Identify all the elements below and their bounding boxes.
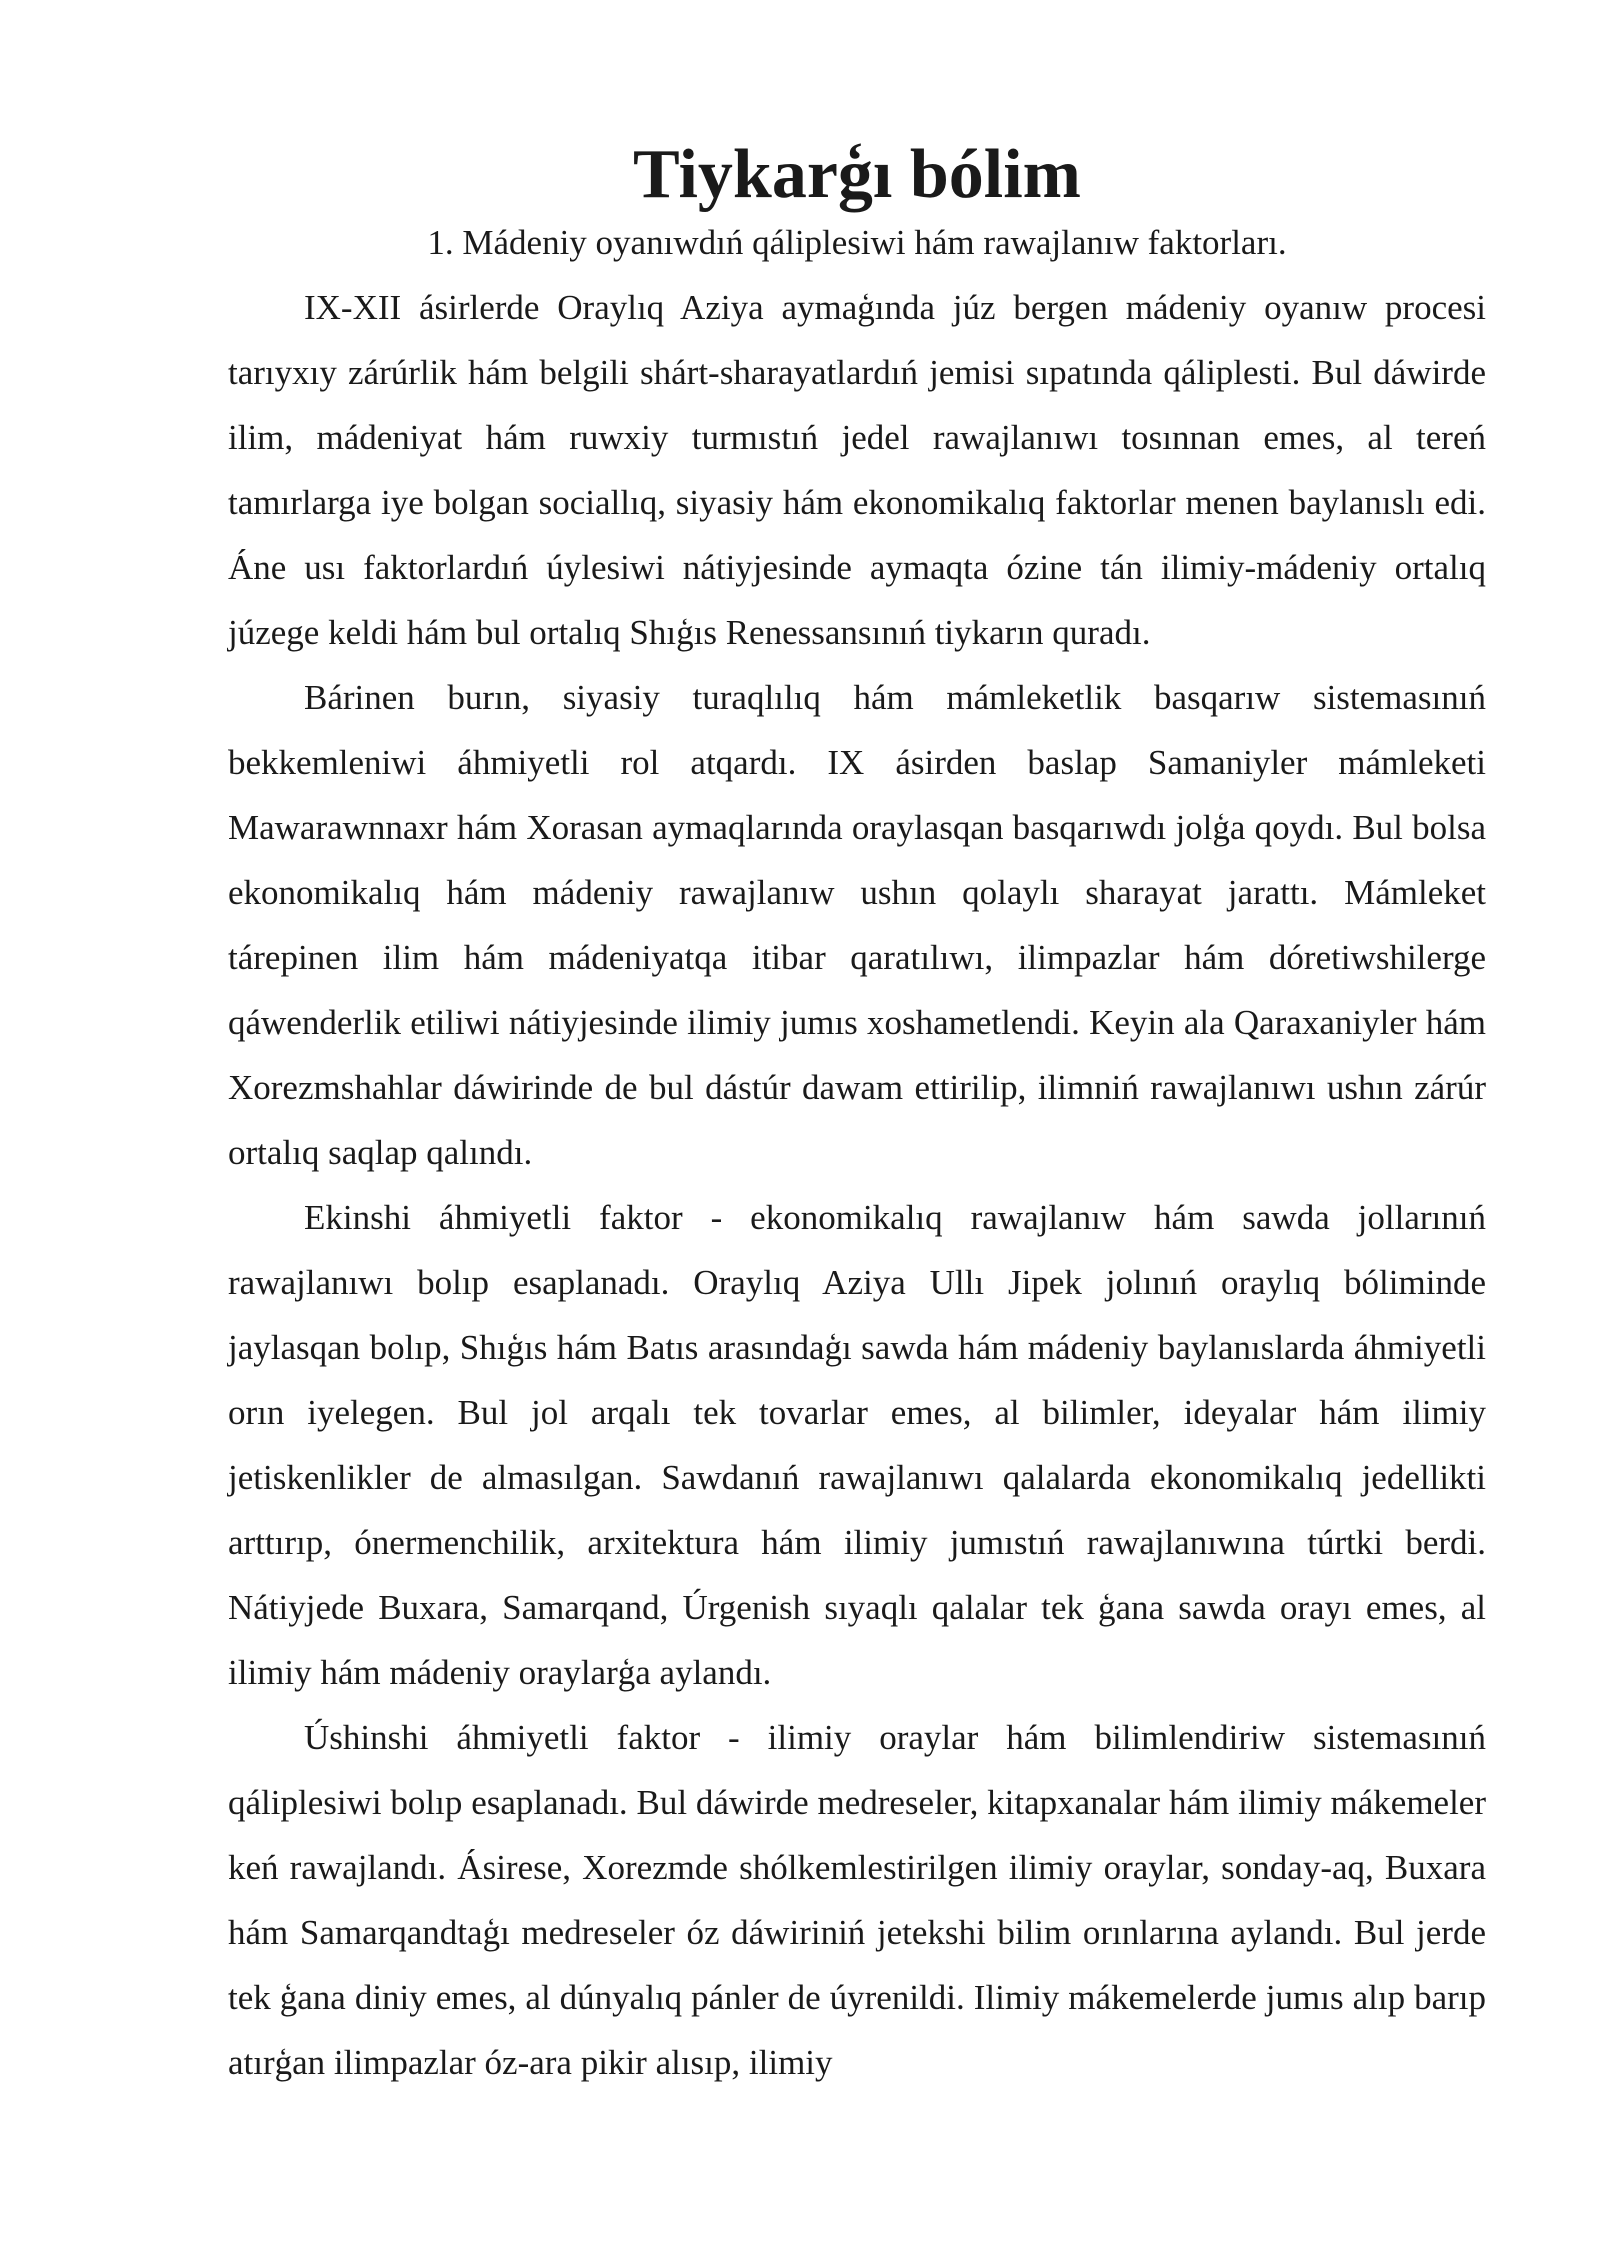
paragraph-2: Bárinen burın, siyasiy turaqlılıq hám mámleketlik basqarıw sistemasınıń bekkemleniwi áhmiyetli rol atqardı. IX ásirden baslap Samaniyler mámleketi Mawarawnnaxr hám Xorasan aymaqlarında oraylasqan basqarıwdı jolģa qoydı. Bul bolsa ekonomikalıq hám mádeniy rawajlanıw ushın qolaylı sharayat jarattı. Mámleket tárepinen ilim hám mádeniyatqa itibar qaratılıwı, ilimpazlar hám dóretiwshilerge qáwenderlik etiliwi nátiyjesinde ilimiy jumıs xoshametlendi. Keyin ala Qaraxaniyler hám Xorezmshahlar dáwirinde de bul dástúr dawam ettirilip, ilimniń rawajlanıwı ushın zárúr ortalıq saqlap qalındı. xyxy=(228,678,1486,1172)
document-page xyxy=(228,136,1486,2095)
section-title: Tiykarģı bólim xyxy=(633,136,1081,213)
paragraph-4: Úshinshi áhmiyetli faktor - ilimiy oraylar hám bilimlendiriw sistemasınıń qáliplesiwi bolıp esaplanadı. Bul dáwirde medreseler, kitapxanalar hám ilimiy mákemeler keń rawajlandı. Ásirese, Xorezmde shólkemlestirilgen ilimiy oraylar, sonday-aq, Buxara hám Samarqandtaģı medreseler óz dáwiriniń jetekshi bilim orınlarına aylandı. Bul jerde tek ģana diniy emes, al dúnyalıq pánler de úyrenildi. Ilimiy mákemelerde jumıs alıp barıp atırģan ilimpazlar óz-ara pikir alısıp, ilimiy xyxy=(228,1718,1486,2082)
paragraph-3: Ekinshi áhmiyetli faktor - ekonomikalıq rawajlanıw hám sawda jollarınıń rawajlanıwı bolıp esaplanadı. Oraylıq Aziya Ullı Jipek jolınıń oraylıq bóliminde jaylasqan bolıp, Shıģıs hám Batıs arasındaģı sawda hám mádeniy baylanıslarda áhmiyetli orın iyelegen. Bul jol arqalı tek tovarlar emes, al bilimler, ideyalar hám ilimiy jetiskenlikler de almasılgan. Sawdanıń rawajlanıwı qalalarda ekonomikalıq jedellikti arttırıp, ónermenchilik, arxitektura hám ilimiy jumıstıń rawajlanıwına túrtki berdi. Nátiyjede Buxara, Samarqand, Úrgenish sıyaqlı qalalar tek ģana sawda orayı emes, al ilimiy hám mádeniy oraylarģa aylandı. xyxy=(228,1198,1486,1692)
paragraph-1: IX-XII ásirlerde Oraylıq Aziya aymaģında júz bergen mádeniy oyanıw procesi tarıyxıy zárúrlik hám belgili shárt-sharayatlardıń jemisi sıpatında qáliplesti. Bul dáwirde ilim, mádeniyat hám ruwxiy turmıstıń jedel rawajlanıwı tosınnan emes, al tereń tamırlarga iye bolgan sociallıq, siyasiy hám ekonomikalıq faktorlar menen baylanıslı edi. Áne usı faktorlardıń úylesiwi nátiyjesinde aymaqta ózine tán ilimiy-mádeniy ortalıq júzege keldi hám bul ortalıq Shıģıs Renessansınıń tiykarın quradı. xyxy=(228,288,1486,652)
chapter-subtitle: 1. Mádeniy oyanıwdıń qáliplesiwi hám rawajlanıw faktorları. xyxy=(427,223,1287,262)
